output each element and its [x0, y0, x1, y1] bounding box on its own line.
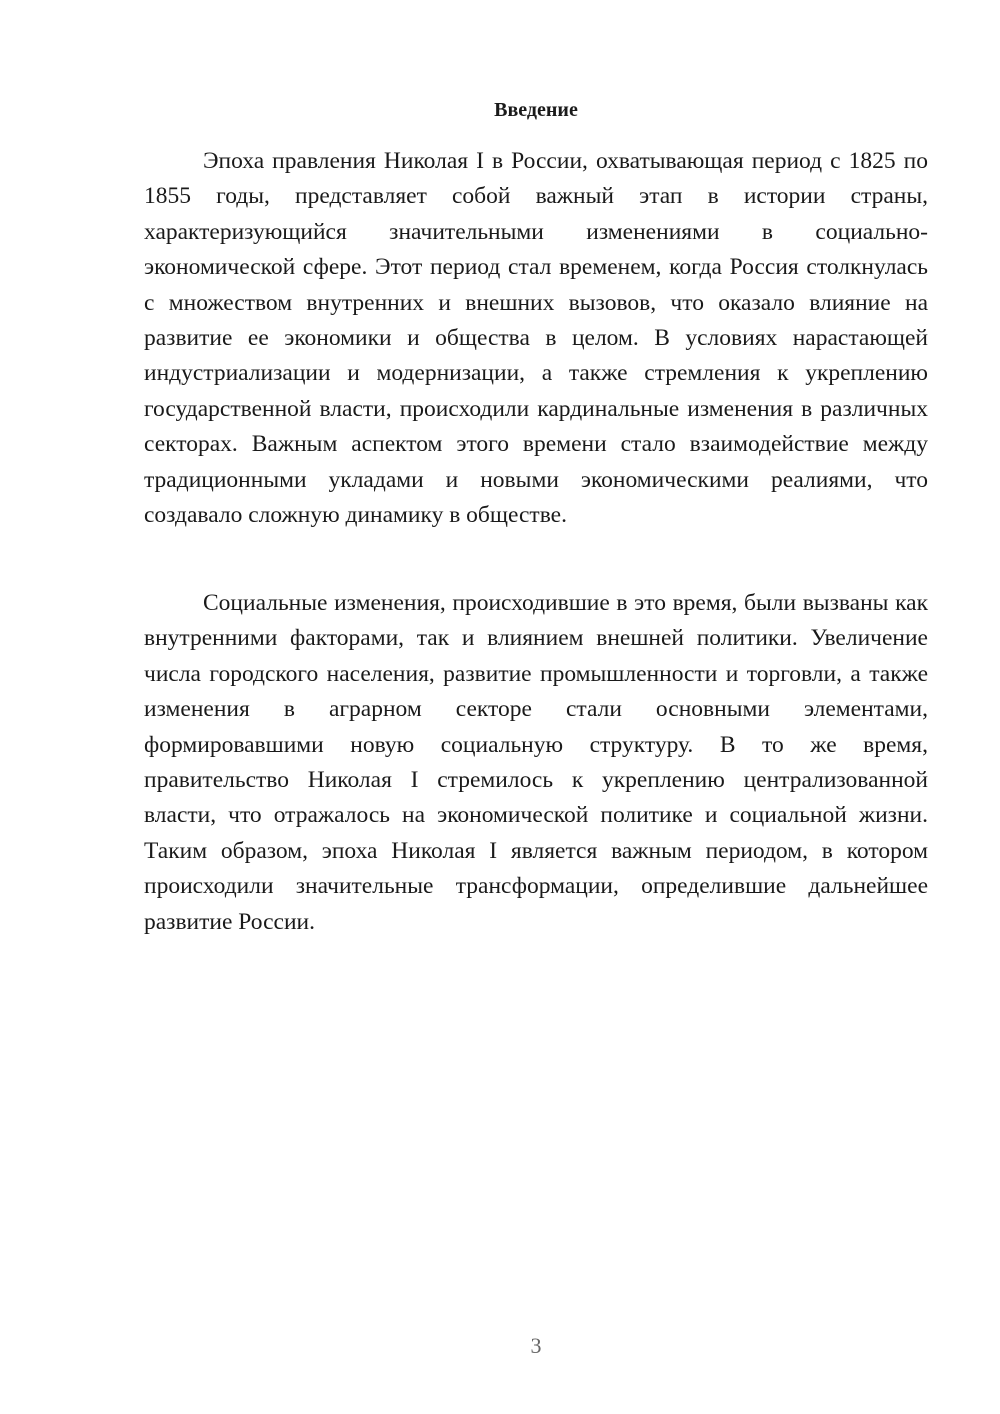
page-title: Введение: [494, 99, 578, 121]
paragraph-1: Эпоха правления Николая I в России, охватывающая период с 1825 по 1855 годы, представляет собой важный этап в истории страны, характеризующийся значительными изменениями в социально-экономической сфере. Этот период стал временем, когда Россия столкнулась с множеством внутренних и внешних вызовов, что оказало влияние на развитие ее экономики и общества в целом. В условиях нарастающей индустриализации и модернизации, а также стремления к укреплению государственной власти, происходили кардинальные изменения в различных секторах. Важным аспектом этого времени стало взаимодействие между традиционными укладами и новыми экономическими реалиями, что создавало сложную динамику в обществе.: [144, 148, 928, 529]
paragraph-2: Социальные изменения, происходившие в это время, были вызваны как внутренними факторами, так и влиянием внешней политики. Увеличение числа городского населения, развитие промышленности и торговли, а также изменения в аграрном секторе стали основными элементами, формировавшими новую социальную структуру. В то же время, правительство Николая I стремилось к укреплению централизованной власти, что отражалось на экономической политике и социальной жизни. Таким образом, эпоха Николая I является важным периодом, в котором происходили значительные трансформации, определившие дальнейшее развитие России.: [144, 590, 928, 935]
page-number: 3: [530, 1333, 542, 1358]
